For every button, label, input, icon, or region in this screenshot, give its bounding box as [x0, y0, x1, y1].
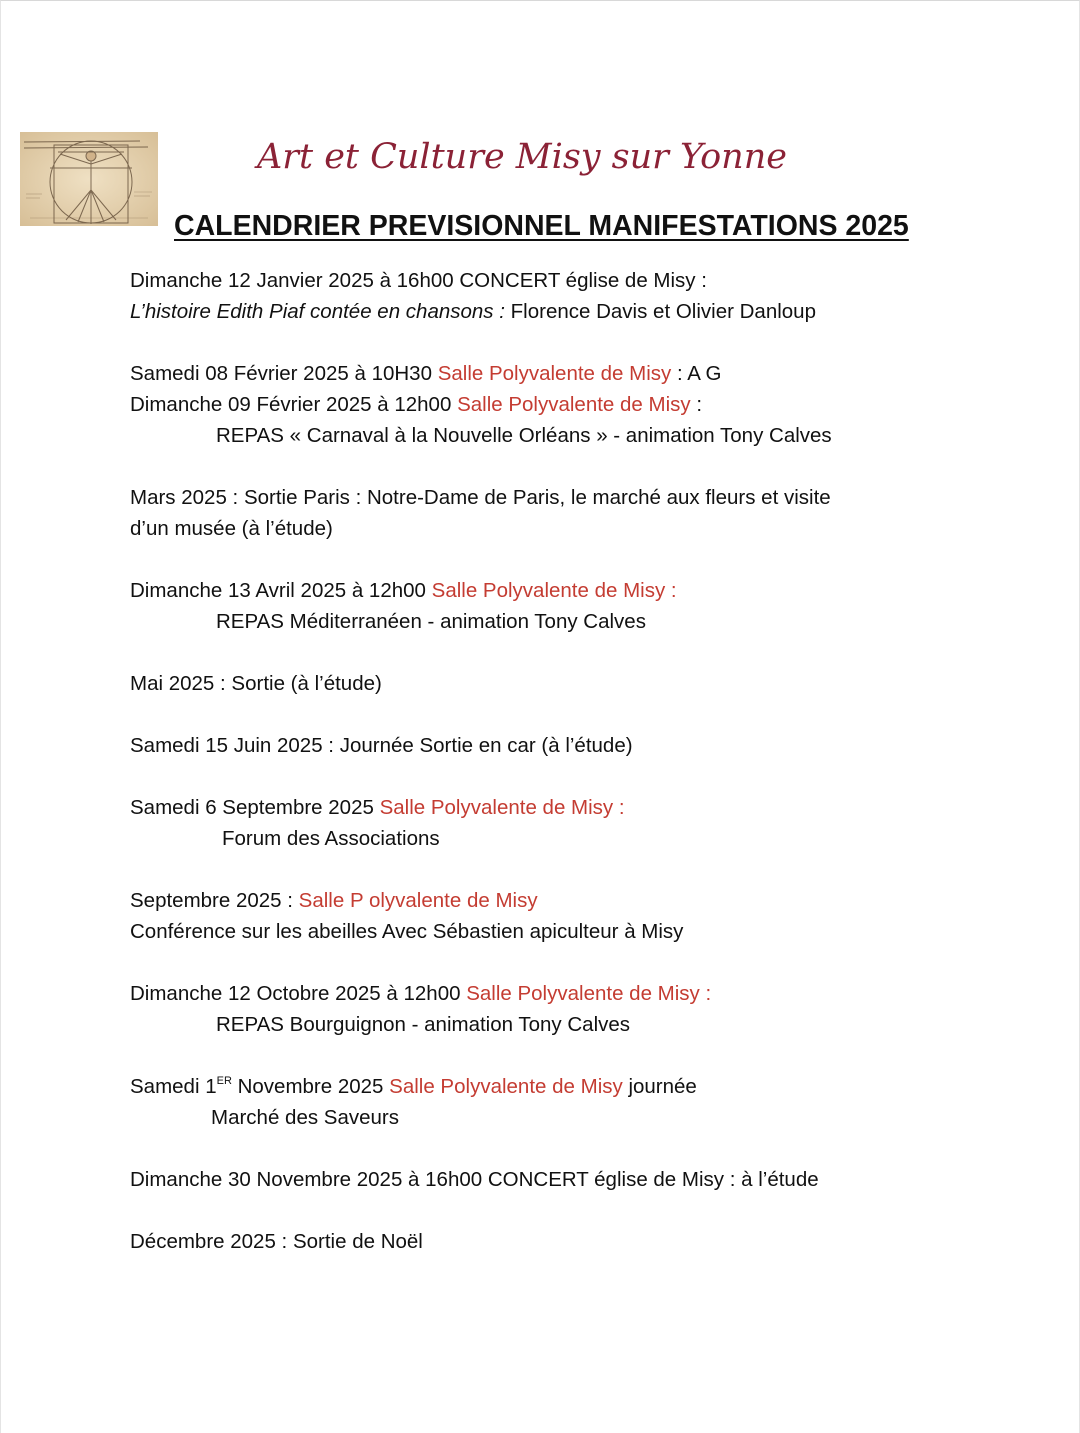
event-date: Novembre 2025 [231, 1075, 390, 1098]
event-line [130, 1071, 1030, 1102]
venue-name: Salle Polyvalente de Misy : [466, 982, 712, 1005]
event-line: Décembre 2025 : Sortie de Noël [130, 1230, 423, 1253]
venue-name: Salle P olyvalente de Misy [298, 889, 538, 912]
event-list [130, 265, 1030, 1257]
event-description: REPAS Bourguignon - animation Tony Calves [216, 1013, 631, 1036]
venue-name: Salle Polyvalente de Misy : [379, 796, 625, 819]
event-line [130, 792, 1030, 823]
organization-title: Art et Culture Misy sur Yonne [257, 137, 787, 177]
event-date: Samedi 08 Février 2025 à 10H30 [130, 362, 438, 385]
event-item [130, 358, 1030, 451]
event-line: Dimanche 12 Janvier 2025 à 16h00 CONCERT église de Misy : [130, 269, 707, 292]
event-line [130, 296, 1030, 327]
event-line [130, 358, 1030, 389]
performers: Florence Davis et Olivier Danloup [504, 300, 816, 323]
vitruvian-man-icon [20, 132, 158, 226]
event-detail: : A G [671, 362, 722, 385]
event-item [130, 1226, 1030, 1257]
event-item [130, 885, 1030, 947]
event-date: Dimanche 09 Février 2025 à 12h00 [130, 393, 458, 416]
event-date: Septembre 2025 : [130, 889, 299, 912]
event-line: Dimanche 30 Novembre 2025 à 16h00 CONCERT église de Misy : à l’étude [130, 1168, 819, 1191]
event-line: Samedi 15 Juin 2025 : Journée Sortie en car (à l’étude) [130, 734, 633, 757]
event-line [130, 978, 1030, 1009]
event-item [130, 978, 1030, 1040]
event-item [130, 792, 1030, 854]
venue-name: Salle Polyvalente de Misy : [431, 579, 677, 602]
calendar-title: CALENDRIER PREVISIONNEL MANIFESTATIONS 2025 [174, 210, 909, 242]
event-item [130, 730, 1030, 761]
event-date: Samedi 6 Septembre 2025 [130, 796, 380, 819]
event-line [130, 885, 1030, 916]
event-date: Dimanche 12 Octobre 2025 à 12h00 [130, 982, 467, 1005]
event-line [130, 389, 1030, 420]
venue-name: Salle Polyvalente de Misy [457, 393, 691, 416]
event-line [130, 575, 1030, 606]
event-item [130, 668, 1030, 699]
event-description: REPAS « Carnaval à la Nouvelle Orléans » - animation Tony Calves [216, 424, 832, 447]
event-detail: journée [622, 1075, 697, 1098]
event-date: Samedi 1 [130, 1075, 217, 1098]
event-detail: : [690, 393, 703, 416]
ordinal-suffix: ER [216, 1075, 232, 1087]
event-line: Mai 2025 : Sortie (à l’étude) [130, 672, 382, 695]
event-item [130, 1164, 1030, 1195]
event-line: Mars 2025 : Sortie Paris : Notre-Dame de Paris, le marché aux fleurs et visite [130, 486, 831, 509]
event-item [130, 482, 1030, 544]
venue-name: Salle Polyvalente de Misy [389, 1075, 623, 1098]
concert-subtitle: L’histoire Edith Piaf contée en chansons : [130, 300, 505, 323]
event-description: Conférence sur les abeilles Avec Sébastien apiculteur à Misy [130, 920, 684, 943]
event-item [130, 575, 1030, 637]
venue-name: Salle Polyvalente de Misy [437, 362, 672, 385]
event-description: Marché des Saveurs [211, 1106, 400, 1129]
event-item [130, 1071, 1030, 1133]
event-description: Forum des Associations [222, 827, 440, 850]
event-item [130, 265, 1030, 327]
event-line: d’un musée (à l’étude) [130, 517, 333, 540]
event-description: REPAS Méditerranéen - animation Tony Calves [216, 610, 646, 633]
event-date: Dimanche 13 Avril 2025 à 12h00 [130, 579, 432, 602]
